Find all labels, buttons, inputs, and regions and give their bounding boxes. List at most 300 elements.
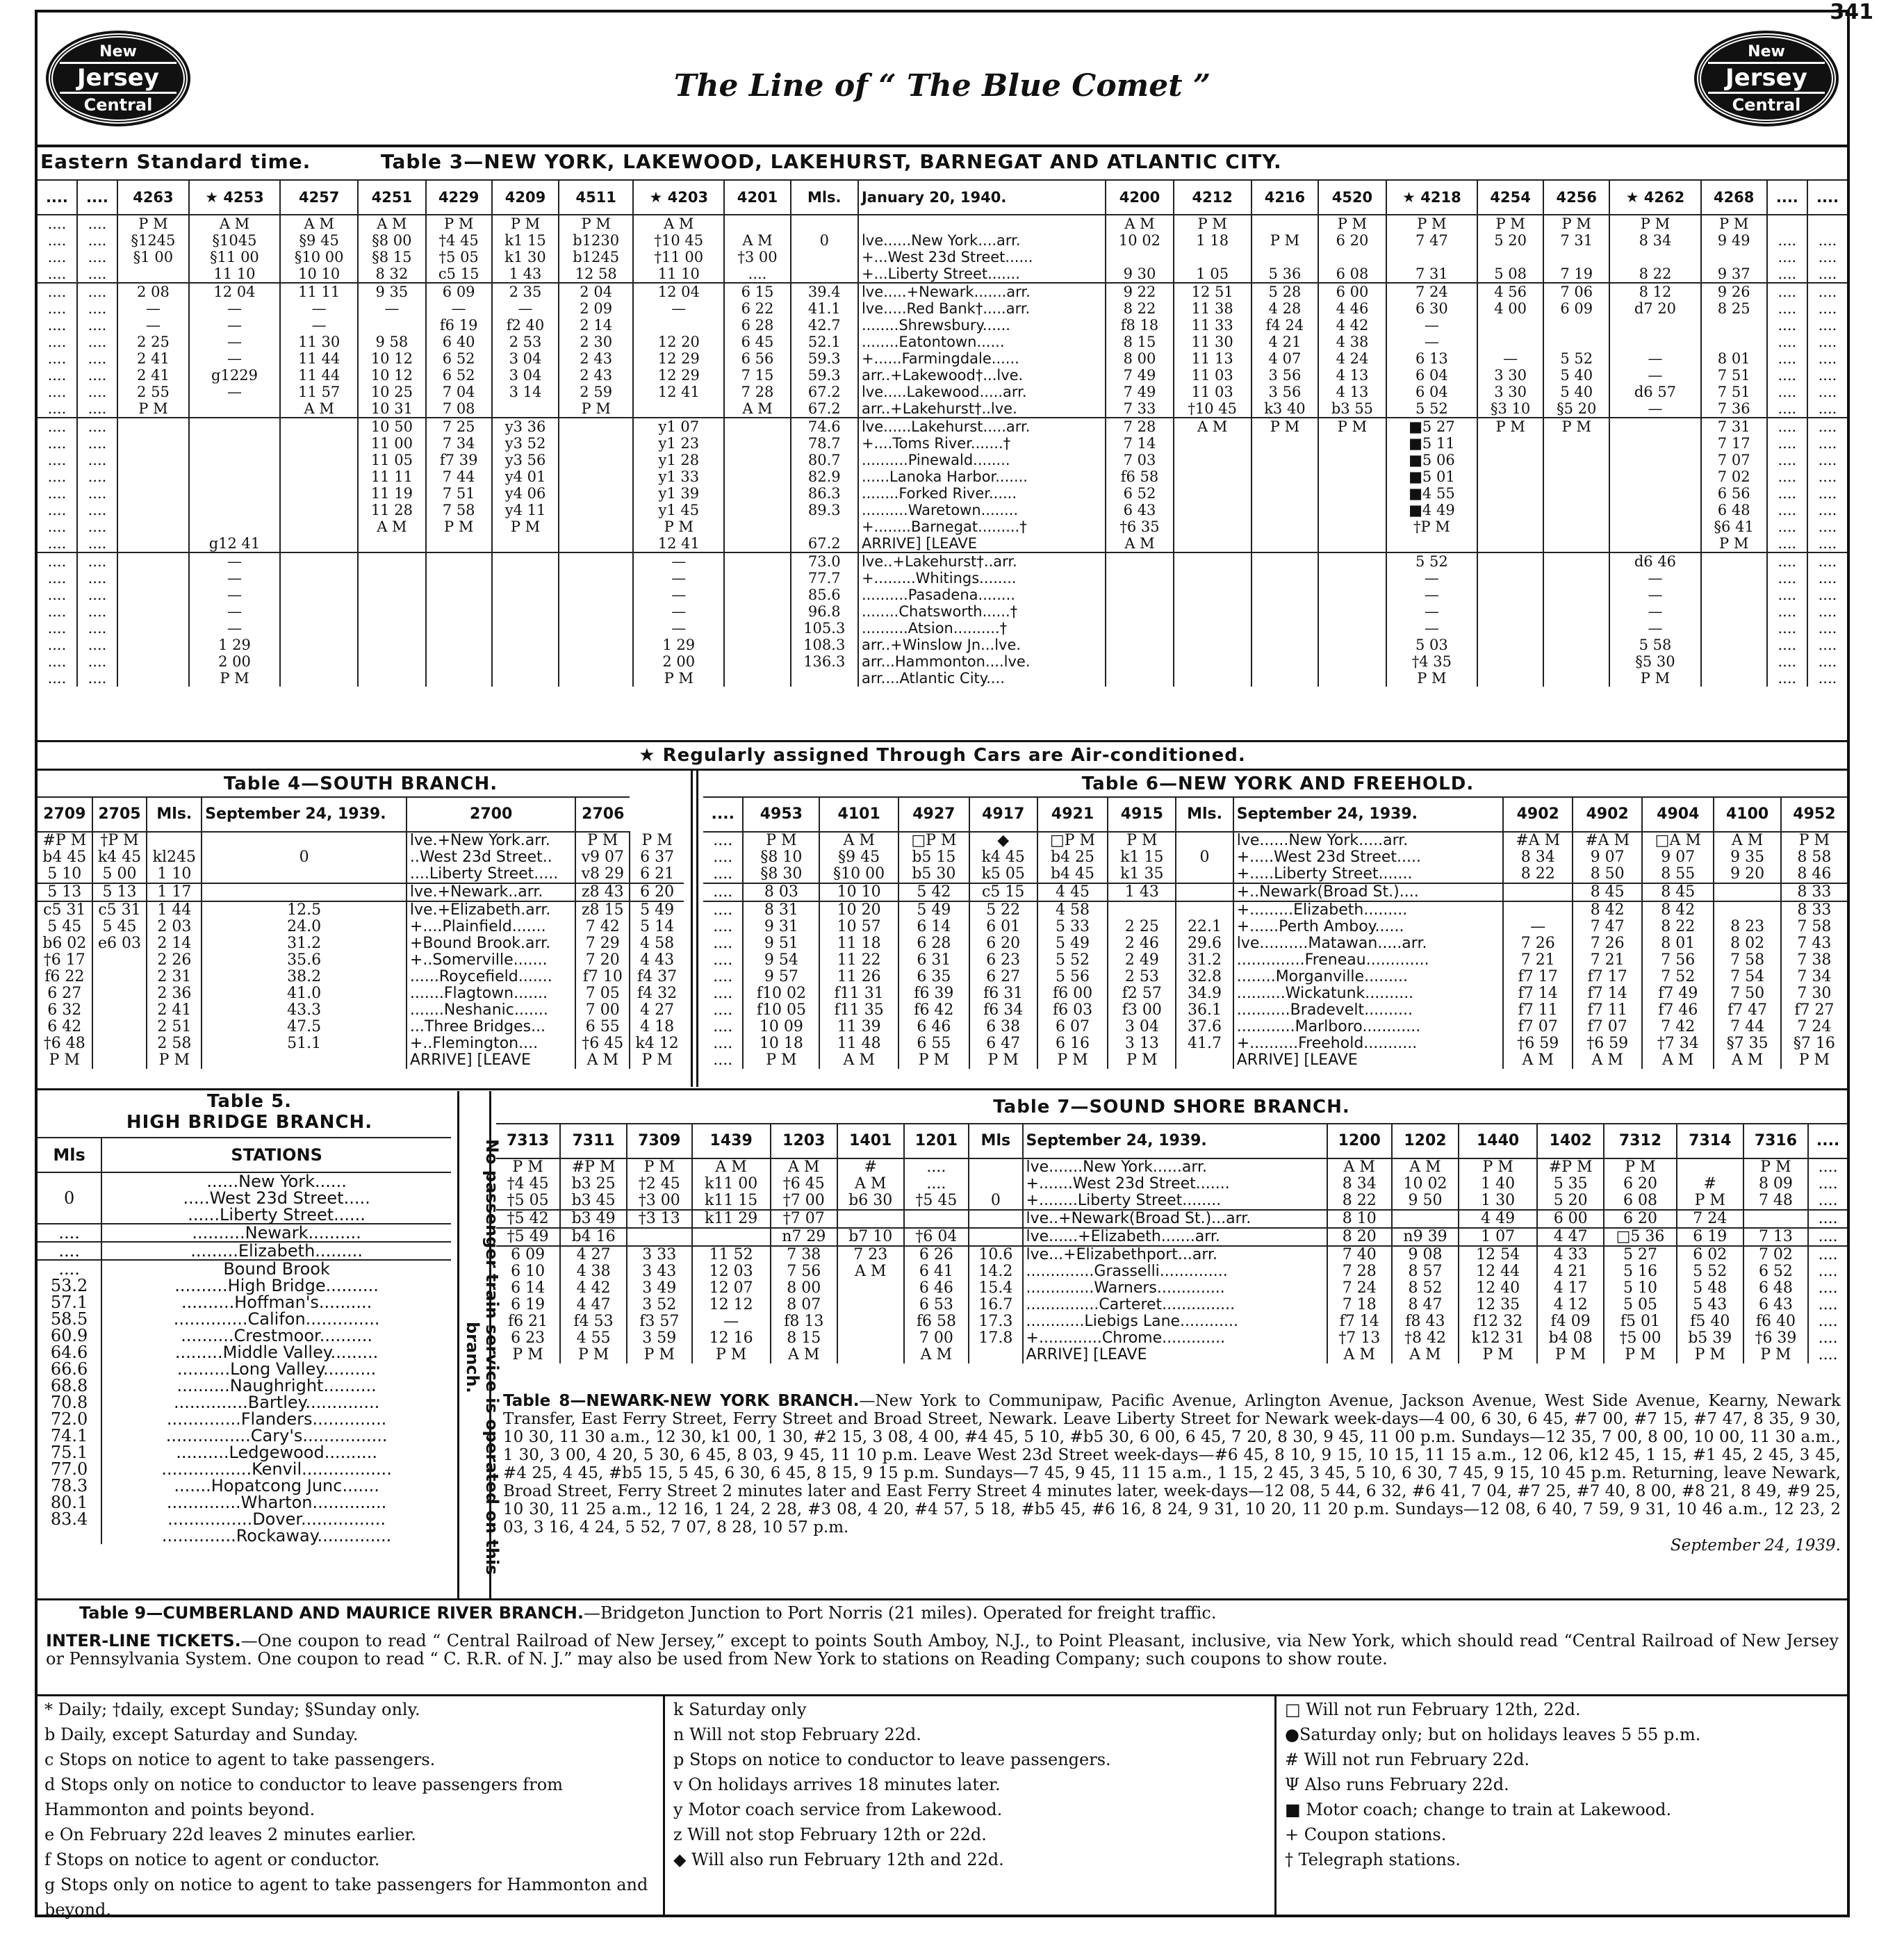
time-cell: f8 43: [1392, 1313, 1459, 1330]
time-cell: [1251, 637, 1319, 653]
train-number: Mls: [969, 1124, 1022, 1158]
time-cell: k11 00: [692, 1176, 771, 1193]
train-number: 4268: [1701, 180, 1767, 215]
time-cell: 6 09: [496, 1246, 560, 1263]
time-cell: P M: [1386, 670, 1477, 687]
time-cell: 4 13: [1318, 384, 1386, 400]
page-number: 341: [1830, 0, 1873, 24]
time-cell: ....: [713, 832, 733, 849]
time-cell: †6 59: [1573, 1035, 1642, 1052]
time-cell: ....: [47, 468, 67, 485]
time-cell: †5 00: [1604, 1330, 1677, 1347]
time-cell: k4 12: [630, 1035, 684, 1052]
time-cell: f8 13: [771, 1313, 837, 1330]
time-cell: ....: [77, 215, 117, 232]
time-cell: 4 47: [560, 1297, 627, 1313]
table9-text: Table 9—CUMBERLAND AND MAURICE RIVER BRANCH.—Bridgeton Junction to Port Norris (21 miles). Operated for freight traffic.: [79, 1603, 1217, 1623]
time-cell: 10 10: [280, 265, 358, 283]
time-cell: P M: [1701, 215, 1767, 232]
time-cell: †10 45: [1174, 400, 1251, 418]
time-cell: ....: [47, 570, 67, 587]
time-cell: f10 02: [743, 985, 819, 1002]
time-cell: ....: [38, 418, 77, 435]
time-cell: 52.1: [791, 334, 858, 350]
time-cell: f7 10: [575, 969, 630, 985]
time-cell: P M: [1781, 832, 1847, 849]
time-cell: ....: [77, 570, 117, 587]
time-cell: 2 25: [1108, 919, 1176, 935]
time-cell: f7 11: [1573, 1002, 1642, 1019]
time-cell: [837, 1347, 904, 1363]
time-cell: [358, 570, 425, 587]
time-cell: 10 10: [819, 883, 898, 901]
time-cell: 6 01: [969, 919, 1037, 935]
time-cell: [492, 587, 559, 603]
time-cell: —: [117, 317, 189, 334]
time-cell: ....: [77, 603, 117, 620]
time-cell: 7 24: [1327, 1280, 1392, 1297]
time-cell: 9 50: [1392, 1193, 1459, 1210]
time-cell: §9 45: [819, 849, 898, 866]
table-row: [38, 232, 1847, 249]
time-cell: †7 34: [1642, 1035, 1714, 1052]
time-cell: [1392, 1210, 1459, 1228]
table-row: [38, 883, 684, 901]
time-cell: 11 11: [358, 468, 425, 485]
time-cell: 2 26: [147, 952, 202, 969]
station-name: .....West 23d Street.....: [101, 1190, 451, 1206]
time-cell: [1174, 587, 1251, 603]
time-cell: 7 17: [1701, 435, 1767, 452]
time-cell: 7 56: [1642, 952, 1714, 969]
time-cell: ....: [1807, 384, 1847, 400]
legend-item: k Saturday only: [673, 1700, 807, 1719]
time-cell: 6 09: [1543, 300, 1609, 317]
time-cell: §6 41: [1701, 518, 1767, 535]
time-cell: [117, 552, 189, 570]
station-name: ..........High Bridge..........: [101, 1277, 451, 1294]
time-cell: [1174, 468, 1251, 485]
time-cell: ....: [1807, 587, 1847, 603]
time-cell: f6 19: [426, 317, 492, 334]
station-name: ........Shrewsbury......: [858, 317, 1106, 334]
table-row: [38, 1260, 451, 1277]
time-cell: ....: [904, 1176, 969, 1193]
time-cell: ■5 06: [1386, 452, 1477, 468]
train-number: 4101: [819, 797, 898, 832]
table-row: [496, 1228, 1847, 1246]
station-name: ..........Pasadena........: [858, 587, 1106, 603]
time-cell: †6 48: [43, 1035, 85, 1052]
time-cell: 12 20: [633, 334, 724, 350]
train-number: 7313: [496, 1124, 560, 1158]
time-cell: ....: [47, 587, 67, 603]
time-cell: [559, 603, 633, 620]
table-row: [38, 952, 684, 969]
train-number: 4511: [559, 180, 633, 215]
time-cell: [1106, 637, 1173, 653]
train-number: Mls.: [791, 180, 858, 215]
time-cell: 2 58: [147, 1035, 202, 1052]
time-cell: [1318, 535, 1386, 552]
time-cell: 12 12: [692, 1297, 771, 1313]
table4-date: September 24, 1939.: [202, 797, 407, 832]
time-cell: —: [1609, 350, 1700, 367]
time-cell: [724, 418, 790, 435]
time-cell: [117, 653, 189, 670]
table-row: [496, 1210, 1847, 1228]
time-cell: 11 26: [819, 969, 898, 985]
time-cell: §8 30: [743, 866, 819, 883]
table7-timetable: [496, 1123, 1847, 1363]
time-cell: 6 41: [904, 1263, 969, 1280]
time-cell: 1 17: [147, 883, 202, 901]
time-cell: —: [1386, 570, 1477, 587]
time-cell: 6 21: [630, 866, 684, 883]
table7-title: Table 7—SOUND SHORE BRANCH.: [993, 1097, 1350, 1117]
time-cell: f6 31: [969, 985, 1037, 1002]
time-cell: [117, 587, 189, 603]
time-cell: ....: [77, 535, 117, 552]
time-cell: —: [1609, 400, 1700, 418]
time-cell: y1 28: [633, 452, 724, 468]
time-cell: 2 36: [147, 985, 202, 1002]
time-cell: f7 47: [1714, 1002, 1780, 1019]
time-cell: [280, 435, 358, 452]
station-name: +.........Whitings........: [858, 570, 1106, 587]
time-cell: 4 28: [1251, 300, 1319, 317]
table-row: [38, 1427, 451, 1444]
time-cell: [1609, 452, 1700, 468]
time-cell: [1543, 620, 1609, 637]
train-number: ★ 4218: [1386, 180, 1477, 215]
time-cell: [1543, 452, 1609, 468]
time-cell: 2 00: [189, 653, 280, 670]
time-cell: [1477, 552, 1543, 570]
table8-text: Table 8—NEWARK-NEW YORK BRANCH.—New York to Communipaw, Pacific Avenue, Arlington Avenue, Jackson Avenue, West Side Avenue, Kearny, Newark Transfer, East Ferry Street, Ferry Street and Broad Street, Newark. Leave Liberty Street for Newark week-days—4 00, 6 30, 6 45, #7 00, #7 15, #7 47, 8 35, 9 30, 10 30, 11 30 a.m., 12 30, k1 00, 1 30, #2 15, 3 08, 4 00, #4 45, 5 10, #b5 30, 6 00, 6 45, 7 20, 8 30, 9 45, 11 00 p.m. Sundays—12 35, 7 00, 8 00, 10 00, 11 30 a.m., 1 30, 3 00, 4 20, 5 30, 6 45, 8 03, 9 45, 11 10 p.m. Leave West 23d Street week-days—#6 45, 8 10, 9 15, 10 15, 11 15 a.m., 12 06, k12 45, 1 15, #1 45, 2 45, 3 45, #4 25, 4 45, #b5 15, 5 45, 6 30, 6 45, 8 15, 9 15 p.m. Sundays—7 45, 9 45, 11 15 a.m., 1 15, 2 45, 3 45, 5 10, 6 30, 7 45, 9 15, 10 45 p.m. Returning, leave Newark, Broad Street, Ferry Street 2 minutes later and East Ferry Street 4 minutes later, week-days—12 08, 5 44, 6 32, #6 41, 7 04, #7 25, #7 40, 8 00, #8 21, 8 49, #9 25, 10 30, 11 25 a.m., 12 16, 1 24, 2 28, #3 08, 4 20, #4 57, 5 18, #b5 45, #6 16, 8 24, 9 31, 10 20, 11 20 p.m. Sundays—12 08, 6 40, 7 59, 9 31, 10 46 a.m., 12 23, 2 03, 3 16, 4 24, 5 52, 7 07, 8 28, 10 57 p.m. September 24, 1939.: [503, 1392, 1841, 1555]
time-cell: ....: [1767, 653, 1807, 670]
time-cell: P M: [1108, 1052, 1176, 1069]
time-cell: 9 30: [1106, 265, 1173, 283]
table-row: [38, 435, 1847, 452]
time-cell: [724, 468, 790, 485]
time-cell: 4 21: [1537, 1263, 1604, 1280]
time-cell: ....: [1808, 1176, 1847, 1193]
time-cell: 22.1: [1176, 919, 1233, 935]
time-cell: 4 46: [1318, 300, 1386, 317]
time-cell: 6 04: [1386, 367, 1477, 384]
time-cell: §5 20: [1543, 400, 1609, 418]
time-cell: [1477, 603, 1543, 620]
station-name: +.......West 23d Street.......: [1023, 1176, 1327, 1193]
time-cell: 7 47: [1386, 232, 1477, 249]
table-row: [703, 935, 1847, 952]
table-row: [38, 334, 1847, 350]
time-cell: [1318, 249, 1386, 265]
table-row: [38, 1002, 684, 1019]
legend-item: * Daily; †daily, except Sunday; §Sunday only.: [44, 1700, 420, 1719]
time-cell: P M: [1318, 418, 1386, 435]
time-cell: 77.7: [791, 570, 858, 587]
time-cell: b4 16: [560, 1228, 627, 1246]
station-name: lve..........Matawan.....arr.: [1233, 935, 1503, 952]
time-cell: [117, 418, 189, 435]
time-cell: [1701, 570, 1767, 587]
time-cell: [1477, 485, 1543, 502]
time-cell: 7 02: [1743, 1246, 1808, 1263]
time-cell: 6 14: [511, 1279, 545, 1297]
station-name: lve......New York.....arr.: [1233, 832, 1503, 849]
train-number: Mls.: [1176, 797, 1233, 832]
time-cell: [724, 518, 790, 535]
time-cell: [1543, 249, 1609, 265]
time-cell: y4 01: [492, 468, 559, 485]
time-cell: P M: [1677, 1347, 1743, 1363]
time-cell: 8 22: [1327, 1193, 1392, 1210]
station-name: .........Middle Valley.........: [101, 1344, 451, 1361]
time-cell: 8 23: [1714, 919, 1780, 935]
time-cell: ....: [713, 849, 733, 866]
time-cell: ....: [47, 232, 67, 249]
time-cell: [791, 670, 858, 687]
table-row: [38, 1242, 451, 1260]
time-cell: [724, 485, 790, 502]
time-cell: z8 43: [575, 883, 630, 901]
time-cell: †7 00: [771, 1193, 837, 1210]
time-cell: [969, 1210, 1022, 1228]
time-cell: ....: [713, 1051, 733, 1069]
time-cell: A M: [575, 1052, 630, 1069]
time-cell: [559, 502, 633, 518]
time-cell: [1318, 670, 1386, 687]
time-cell: b6 02: [42, 935, 87, 952]
table-row: [38, 637, 1847, 653]
time-cell: †4 35: [1386, 653, 1477, 670]
time-cell: —: [189, 334, 280, 350]
time-cell: 7 48: [1743, 1193, 1808, 1210]
table-row: [38, 570, 1847, 587]
table-row: [38, 1494, 451, 1511]
time-cell: 41.7: [1176, 1035, 1233, 1052]
time-cell: y1 33: [633, 468, 724, 485]
mileage: 43.3: [202, 1002, 407, 1019]
time-cell: f7 49: [1642, 985, 1714, 1002]
time-cell: 4 58: [1037, 901, 1108, 919]
time-cell: [724, 620, 790, 637]
time-cell: P M: [1459, 1158, 1537, 1176]
time-cell: §3 10: [1477, 400, 1543, 418]
table-row: [496, 1280, 1847, 1297]
train-number: ★ 4262: [1609, 180, 1700, 215]
time-cell: [1174, 620, 1251, 637]
time-cell: 7 38: [771, 1246, 837, 1263]
legend-item: □ Will not run February 12th, 22d.: [1285, 1700, 1581, 1719]
time-cell: —: [1386, 587, 1477, 603]
time-cell: A M: [633, 215, 724, 232]
train-number: 4904: [1642, 797, 1714, 832]
time-cell: 7 04: [426, 384, 492, 400]
train-number: 4216: [1251, 180, 1319, 215]
time-cell: †6 45: [575, 1035, 630, 1052]
table-row: [496, 1193, 1847, 1210]
time-cell: ■4 55: [1386, 485, 1477, 502]
time-cell: 3 56: [1251, 384, 1319, 400]
time-cell: †6 45: [771, 1176, 837, 1193]
time-cell: P M: [1604, 1158, 1677, 1176]
time-cell: 11 03: [1174, 367, 1251, 384]
time-cell: [1477, 502, 1543, 518]
time-cell: [1318, 518, 1386, 535]
time-cell: [426, 552, 492, 570]
time-cell: c5 15: [426, 265, 492, 283]
time-cell: [117, 620, 189, 637]
time-cell: 6 56: [724, 350, 790, 367]
time-cell: —: [189, 570, 280, 587]
time-cell: 7 21: [1573, 952, 1642, 969]
time-cell: —: [1386, 317, 1477, 334]
time-cell: 3 43: [627, 1263, 691, 1280]
time-cell: f8 18: [1106, 317, 1173, 334]
table3-date: January 20, 1940.: [858, 180, 1106, 215]
time-cell: [1807, 215, 1847, 232]
time-cell: 7 43: [1781, 935, 1847, 952]
time-cell: 4 42: [1318, 317, 1386, 334]
time-cell: [1543, 468, 1609, 485]
time-cell: 2 03: [147, 919, 202, 935]
time-cell: 6 27: [47, 985, 82, 1002]
time-cell: 6 52: [1106, 485, 1173, 502]
time-cell: [280, 653, 358, 670]
time-cell: ....: [1807, 400, 1847, 418]
time-cell: [280, 485, 358, 502]
time-cell: [1318, 452, 1386, 468]
table-row: [38, 1277, 451, 1294]
time-cell: 6 10: [511, 1263, 545, 1280]
time-cell: ....: [1807, 418, 1847, 435]
time-cell: †P M: [1386, 518, 1477, 535]
train-number: 4100: [1714, 797, 1780, 832]
time-cell: P M: [559, 400, 633, 418]
legend-item: f Stops on notice to agent or conductor.: [44, 1850, 380, 1869]
time-cell: A M: [189, 215, 280, 232]
time-cell: P M: [1251, 418, 1319, 435]
train-number: 1440: [1459, 1124, 1537, 1158]
time-cell: ....: [38, 283, 77, 300]
time-cell: ....: [713, 1018, 733, 1035]
table-row: [38, 1019, 684, 1035]
time-cell: —: [358, 300, 425, 317]
time-cell: 5 52: [1037, 952, 1108, 969]
time-cell: f7 07: [1573, 1019, 1642, 1035]
time-cell: [92, 969, 147, 985]
time-cell: [1251, 502, 1319, 518]
legend-item: y Motor coach service from Lakewood.: [673, 1800, 1003, 1819]
table-row: [38, 384, 1847, 400]
time-cell: P M: [627, 1347, 691, 1363]
time-cell: 4 13: [1318, 367, 1386, 384]
time-cell: [492, 637, 559, 653]
time-cell: [969, 1347, 1022, 1363]
time-cell: ....: [1808, 1210, 1847, 1228]
time-cell: 7 42: [575, 919, 630, 935]
time-cell: ....: [77, 670, 117, 687]
time-cell: 6 52: [426, 350, 492, 367]
time-cell: ....: [1807, 570, 1847, 587]
time-cell: †11 00: [633, 249, 724, 265]
time-cell: —: [117, 300, 189, 317]
time-cell: 10 12: [358, 350, 425, 367]
time-cell: [189, 452, 280, 468]
legend-item: † Telegraph stations.: [1285, 1850, 1461, 1869]
time-cell: 10 25: [358, 384, 425, 400]
time-cell: 12 07: [692, 1280, 771, 1297]
station-name: ARRIVE] [LEAVE: [407, 1052, 575, 1069]
time-cell: 5 42: [898, 883, 969, 901]
time-cell: 8 07: [771, 1297, 837, 1313]
time-cell: [837, 1210, 904, 1228]
time-cell: ....: [47, 452, 67, 468]
time-cell: 10.6: [969, 1246, 1022, 1263]
time-cell: 1 40: [1459, 1176, 1537, 1193]
time-cell: †3 00: [627, 1193, 691, 1210]
table-row: [38, 400, 1847, 418]
time-cell: ....: [47, 350, 67, 367]
time-cell: [280, 518, 358, 535]
time-cell: [724, 452, 790, 468]
time-cell: 5 08: [1477, 265, 1543, 283]
time-cell: 12 44: [1459, 1263, 1537, 1280]
time-cell: 6 00: [1318, 283, 1386, 300]
legend-item: e On February 22d leaves 2 minutes earlier.: [44, 1825, 416, 1844]
time-cell: 6 08: [1318, 265, 1386, 283]
time-cell: P M: [492, 215, 559, 232]
time-cell: [1477, 653, 1543, 670]
time-cell: ....: [77, 232, 117, 249]
interline-text: INTER-LINE TICKETS.—One coupon to read “ Central Railroad of New Jersey,” except to points South Amboy, N.J., to Point Pleasant, inclusive, via New York, which should read “Central Railroad of New Jersey or Pennsylvania System. One coupon to read “ C. R.R. of N. J.” may also be used from New York to stations on Reading Company; such coupons to show route.: [46, 1631, 1839, 1669]
table-row: [38, 1035, 684, 1052]
station-name: +Bound Brook.arr.: [407, 935, 575, 952]
time-cell: ....: [1808, 1193, 1847, 1210]
time-cell: [1477, 334, 1543, 350]
time-cell: f6 42: [898, 1002, 969, 1019]
time-cell: 7 50: [1714, 985, 1780, 1002]
table-row: [703, 952, 1847, 969]
time-cell: [1318, 468, 1386, 485]
time-cell: 8 52: [1392, 1280, 1459, 1297]
time-cell: 8 33: [1781, 883, 1847, 901]
time-cell: 4 42: [560, 1280, 627, 1297]
legend-item: ●Saturday only; but on holidays leaves 5 55 p.m.: [1285, 1725, 1701, 1744]
table-row: [38, 1527, 451, 1544]
table-row: [38, 866, 684, 883]
train-number: 7309: [627, 1124, 691, 1158]
time-cell: 6 48: [1701, 502, 1767, 518]
time-cell: §8 15: [358, 249, 425, 265]
time-cell: [837, 1297, 904, 1313]
time-cell: 2 53: [1108, 969, 1176, 985]
time-cell: 8 01: [1642, 935, 1714, 952]
station-name: arr..+Winslow Jn...lve.: [858, 637, 1106, 653]
time-cell: [559, 670, 633, 687]
time-cell: b5 39: [1677, 1330, 1743, 1347]
time-cell: 3 14: [492, 384, 559, 400]
train-number: 2706: [575, 797, 630, 832]
time-cell: ....: [77, 400, 117, 418]
time-cell: #P M: [42, 832, 87, 849]
legend-item: ◆ Will also run February 12th and 22d.: [673, 1850, 1004, 1869]
time-cell: A M: [904, 1347, 969, 1363]
time-cell: 7 40: [1327, 1246, 1392, 1263]
